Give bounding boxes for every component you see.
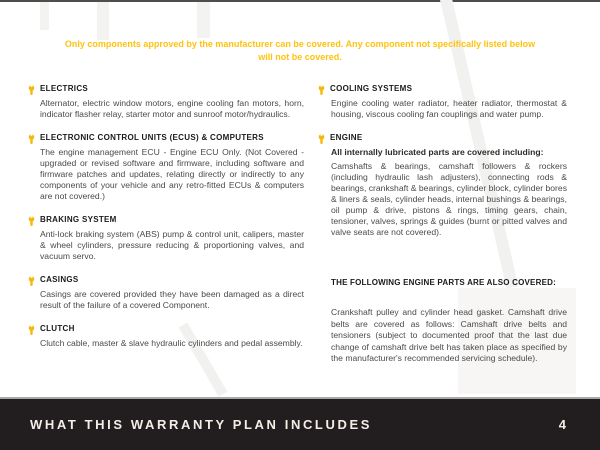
section-ecus-computers — [28, 133, 304, 202]
section-heading: CLUTCH — [40, 324, 75, 333]
section-body: Anti-lock braking system (ABS) pump & control unit, calipers, master & wheel cylinders, pressure reducing & proportioning valves, and vacuum servo. — [40, 229, 304, 261]
section-body: The engine management ECU - Engine ECU Only. (Not Covered - upgraded or revised software and firmware, including software and firmware patches and updates, relating directly or indirectly to any components of your vehicle and any retro-fitted ECUs & computers are not covered.) — [40, 147, 304, 201]
wrench-icon — [318, 85, 325, 95]
section-body: Casings are covered provided they have been damaged as a direct result of the failure of a covered Component. — [40, 289, 304, 310]
also-covered-heading: THE FOLLOWING ENGINE PARTS ARE ALSO COVERED: — [331, 278, 556, 287]
wrench-icon — [28, 134, 35, 144]
wrench-icon — [28, 85, 35, 95]
section-heading: ENGINE — [330, 133, 363, 142]
section-heading: ELECTRICS — [40, 84, 89, 93]
watermark-stripe — [40, 2, 49, 30]
also-covered-block — [331, 278, 567, 365]
wrench-icon — [28, 325, 35, 335]
page-number: 4 — [558, 417, 566, 432]
section-cooling-systems — [318, 84, 567, 120]
also-covered-body: Crankshaft pulley and cylinder head gasket. Camshaft drive belts are covered as follows: Camshaft drive belts and tensioners (subject to documented proof that the last due change of camshaft drive belt has taken place as specified by the manufacturer's recommended servicing schedule). — [331, 307, 567, 363]
section-heading: ELECTRONIC CONTROL UNITS (ECUS) & COMPUTERS — [40, 133, 264, 142]
section-intro: All internally lubricated parts are covered including: — [331, 147, 544, 157]
section-heading: CASINGS — [40, 275, 79, 284]
footer-bar — [0, 397, 600, 450]
section-body: Alternator, electric window motors, engine cooling fan motors, horn, indicator flasher relay, starter motor and sunroof motor/hydraulics. — [40, 98, 304, 119]
section-heading: BRAKING SYSTEM — [40, 215, 117, 224]
page-top-border — [0, 0, 600, 2]
section-casings — [28, 275, 304, 311]
right-column — [318, 84, 567, 373]
coverage-warning-text: Only components approved by the manufacturer can be covered. Any component not specifically listed below will not be covered. — [64, 39, 536, 62]
section-body: Clutch cable, master & slave hydraulic cylinders and pedal assembly. — [40, 338, 303, 348]
footer-title: WHAT THIS WARRANTY PLAN INCLUDES — [30, 417, 372, 432]
section-clutch — [28, 324, 304, 349]
section-heading: COOLING SYSTEMS — [330, 84, 413, 93]
section-engine — [318, 133, 567, 238]
wrench-icon — [28, 276, 35, 286]
left-column — [28, 84, 304, 362]
section-body: Camshafts & bearings, camshaft followers & rockers (including hydraulic lash adjusters), connecting rods & bearings, crankshaft & bearings, cylinder block, cylinder bores & liners & seals, cylinder heads, internal bushings & bearings, oil pump & drive, pistons & rings, timing gears, chain, tensioner, valves, springs & guides (burnt or pitted valves and valve seats are not covered). — [331, 161, 567, 237]
wrench-icon — [28, 216, 35, 226]
wrench-icon — [318, 134, 325, 144]
watermark-stripe — [97, 2, 109, 40]
section-braking-system — [28, 215, 304, 262]
section-electrics — [28, 84, 304, 120]
section-body: Engine cooling water radiator, heater radiator, thermostat & housing, viscous cooling fan couplings and water pump. — [331, 98, 567, 119]
watermark-stripe — [197, 2, 210, 38]
